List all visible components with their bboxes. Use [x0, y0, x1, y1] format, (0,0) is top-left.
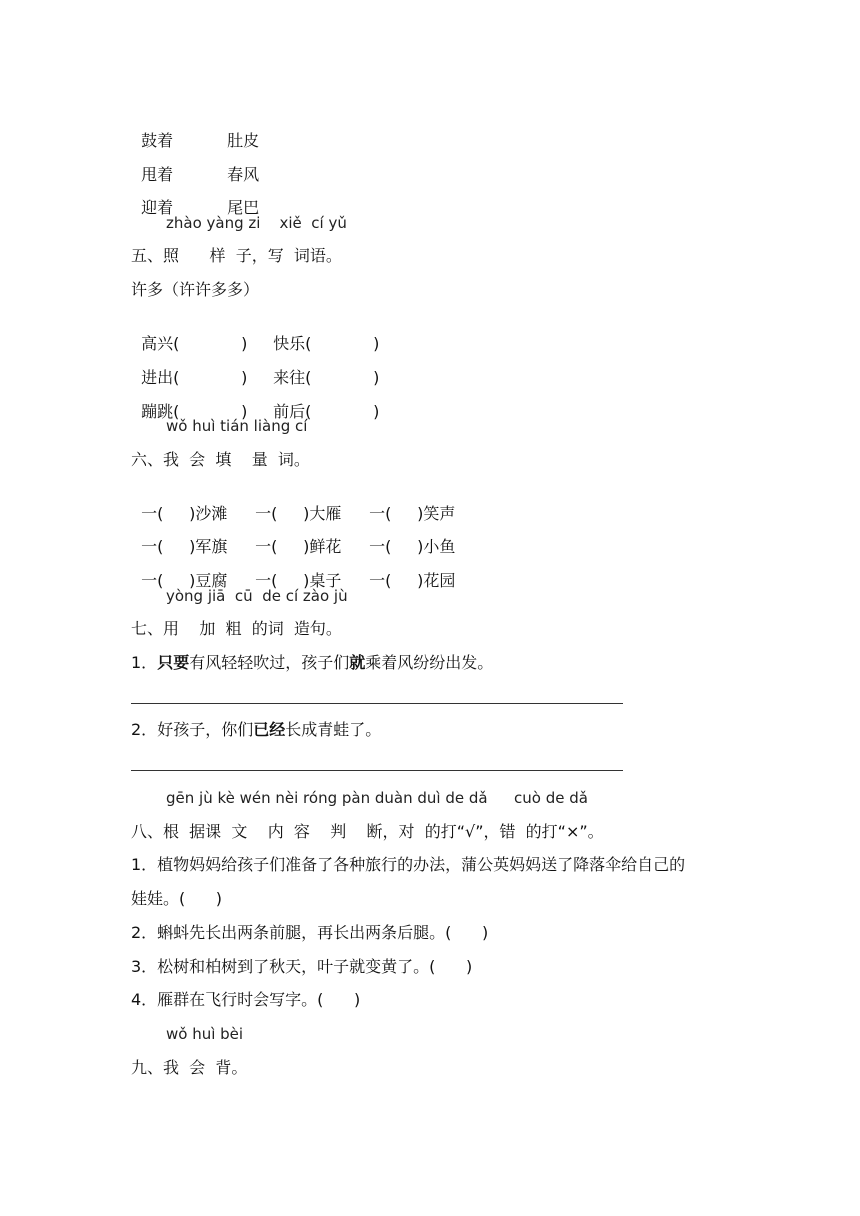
question-text: 有风轻轻吹过，孩子们: [189, 653, 350, 672]
measure-noun: )豆腐: [189, 571, 228, 590]
question-text: 好孩子，你们: [157, 720, 254, 739]
bold-word: 已经: [253, 720, 286, 739]
pinyin-part: cuò de dǎ: [514, 789, 588, 807]
question-number: 1．: [131, 653, 158, 672]
word-blank-a: 高兴(: [141, 334, 180, 353]
measure-blank: 一(: [141, 537, 164, 556]
bold-word: 只要: [157, 653, 190, 672]
question-text: 乘着风纷纷出发。: [365, 653, 494, 672]
section9-title: 九、我 会 背。: [131, 1058, 248, 1077]
section8-question-1: 1．植物妈妈给孩子们准备了各种旅行的办法，蒲公英妈妈送了降落伞给自己的: [131, 855, 686, 874]
section7-pinyin: yòng jiā cū de cí zào jù: [166, 587, 348, 605]
pair-left: 迎着: [141, 198, 174, 217]
section8-question-3: 3．松树和柏树到了秋天，叶子就变黄了。( ): [131, 957, 473, 976]
section6-title: 六、我 会 填 量 词。: [131, 450, 310, 469]
pair-left: 甩着: [141, 165, 174, 184]
word-blank-b: 前后(: [273, 402, 312, 421]
section8-question-1-cont: 娃娃。( ): [131, 889, 223, 908]
measure-blank: 一(: [369, 571, 392, 590]
blank-close: ): [373, 334, 380, 353]
measure-blank: 一(: [369, 537, 392, 556]
section9-pinyin: wǒ huì bèi: [166, 1025, 244, 1043]
pair-right: 春风: [227, 165, 260, 184]
pair-row-3: [131, 178, 259, 218]
section7-question-1: [131, 653, 493, 673]
section6-pinyin: wǒ huì tián liàng cí: [166, 417, 308, 435]
measure-noun: )军旗: [189, 537, 228, 556]
section7-question-2: [131, 720, 381, 740]
section5-title: 五、照 样 子，写 词语。: [131, 246, 342, 265]
measure-blank: 一(: [255, 504, 278, 523]
word-blank-a: 进出(: [141, 368, 180, 387]
pinyin-part: gēn jù kè wén nèi róng pàn duàn duì de dǎ: [166, 789, 488, 807]
pair-left: 鼓着: [141, 131, 174, 150]
bold-word: 就: [349, 653, 366, 672]
section8-title: 八、根 据课 文 内 容 判 断，对 的打“√”，错 的打“×”。: [131, 822, 604, 841]
word-blank-b: 来往(: [273, 368, 312, 387]
measure-blank: 一(: [255, 571, 278, 590]
measure-row: [131, 551, 455, 591]
measure-noun: )桌子: [303, 571, 342, 590]
measure-blank: 一(: [141, 571, 164, 590]
answer-line: [131, 770, 623, 771]
pair-right: 肚皮: [227, 131, 260, 150]
question-text: 长成青蛙了。: [285, 720, 382, 739]
section8-pinyin: [166, 788, 588, 808]
section8-question-2: 2．蝌蚪先长出两条前腿，再长出两条后腿。( ): [131, 923, 489, 942]
answer-line: [131, 703, 623, 704]
measure-noun: )鲜花: [303, 537, 342, 556]
blank-close: ): [241, 402, 248, 421]
word-blank-b: 快乐(: [273, 334, 312, 353]
section8-question-4: 4．雁群在飞行时会写字。( ): [131, 990, 361, 1009]
section5-pinyin: zhào yàng zi xiě cí yǔ: [166, 214, 347, 232]
pair-right: 尾巴: [227, 198, 260, 217]
blank-close: ): [373, 402, 380, 421]
measure-noun: )花园: [417, 571, 456, 590]
word-blank-a: 蹦跳(: [141, 402, 180, 421]
blank-close: ): [241, 368, 248, 387]
section5-example: 许多（许许多多）: [131, 280, 260, 299]
question-number: 2．: [131, 720, 158, 739]
measure-blank: 一(: [369, 504, 392, 523]
blank-close: ): [373, 368, 380, 387]
measure-blank: 一(: [255, 537, 278, 556]
measure-noun: )小鱼: [417, 537, 456, 556]
measure-noun: )笑声: [417, 504, 456, 523]
blank-close: ): [241, 334, 248, 353]
measure-noun: )大雁: [303, 504, 342, 523]
measure-blank: 一(: [141, 504, 164, 523]
section7-title: 七、用 加 粗 的词 造句。: [131, 619, 342, 638]
measure-noun: )沙滩: [189, 504, 228, 523]
